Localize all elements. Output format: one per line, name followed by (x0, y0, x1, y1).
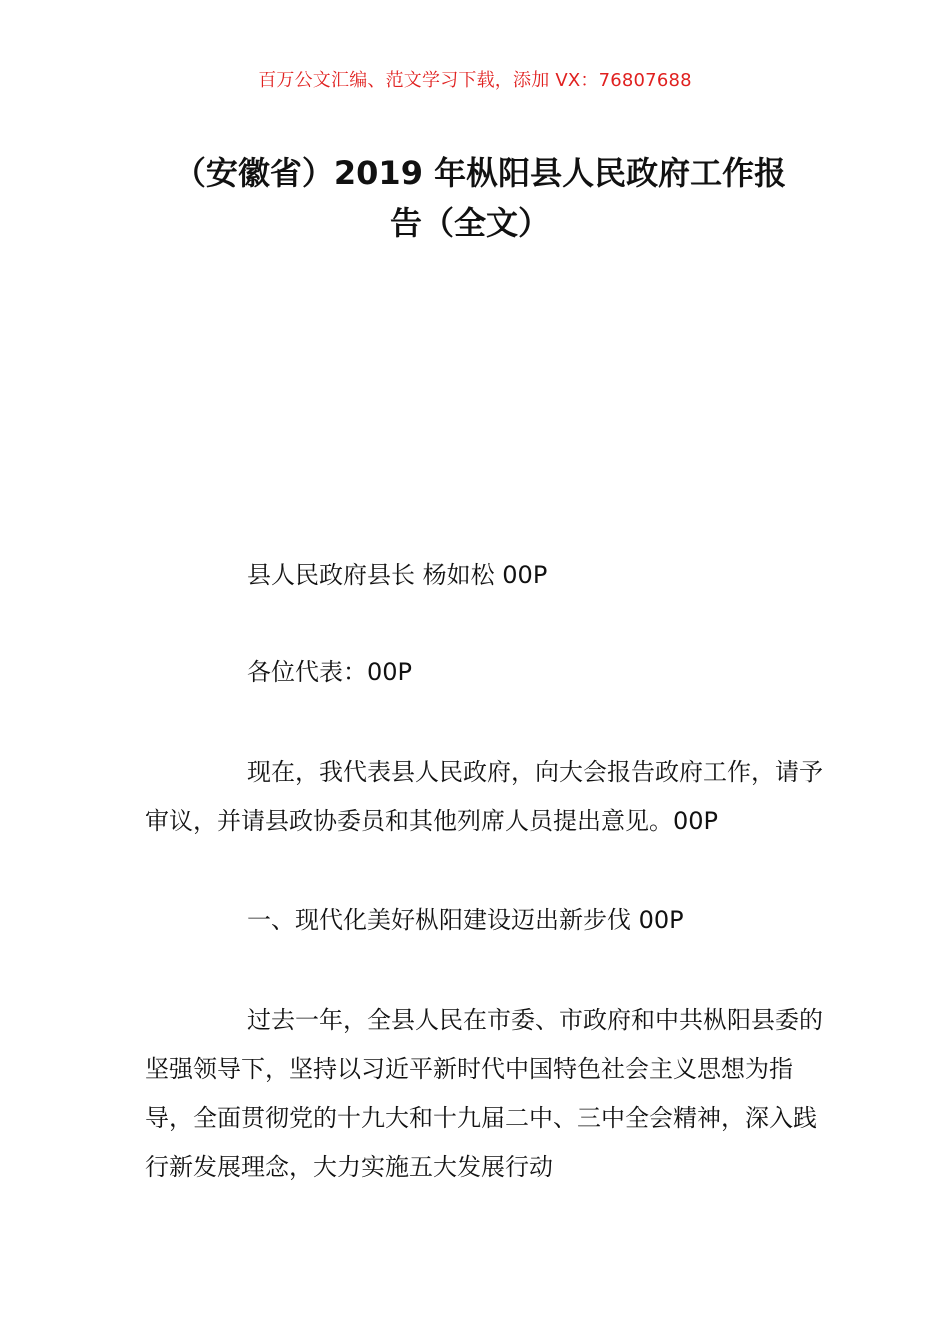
title-line-2: 告（全文） (389, 204, 550, 242)
section-heading-text: 一、现代化美好枞阳建设迈出新步伐 (247, 906, 631, 934)
download-banner: 百万公文汇编、范文学习下载，添加 VX：76807688 (258, 70, 692, 91)
paragraph-mark: 00P (367, 658, 413, 686)
paragraph-mark: 00P (638, 906, 684, 934)
document-title (140, 148, 820, 248)
title-line-1: （安徽省）2019 年枞阳县人民政府工作报 (173, 154, 787, 192)
salutation-text: 各位代表： (247, 658, 367, 686)
salutation (145, 648, 835, 697)
body-paragraph: 过去一年，全县人民在市委、市政府和中共枞阳县委的坚强领导下，坚持以习近平新时代中国特色社会主义思想为指导，全面贯彻党的十九大和十九届二中、三中全会精神，深入践行新发展理念，大力实施五大发展行动 (145, 1006, 823, 1181)
author-line (145, 551, 835, 600)
author-text: 县人民政府县长 杨如松 (247, 561, 495, 589)
intro-text: 现在，我代表县人民政府，向大会报告政府工作，请予审议，并请县政协委员和其他列席人员提出意见。 (145, 758, 823, 835)
section-heading (145, 896, 835, 945)
paragraph-mark: 00P (502, 561, 548, 589)
intro-paragraph (145, 748, 835, 846)
paragraph-mark: 00P (673, 807, 719, 835)
